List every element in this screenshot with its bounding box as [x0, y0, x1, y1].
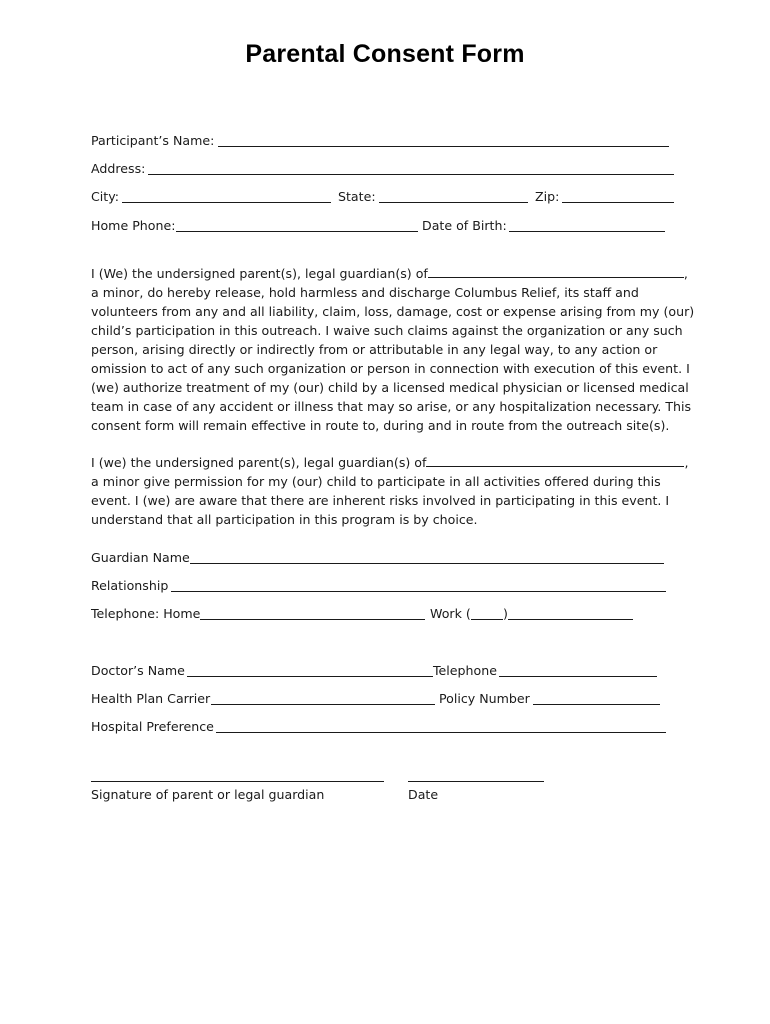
doctor-name-field[interactable] [187, 676, 433, 677]
relationship-field[interactable] [171, 591, 666, 592]
address-row [91, 159, 675, 179]
page-title: Parental Consent Form [245, 40, 525, 68]
release-first-line [91, 264, 691, 283]
permission-line: understand that all participation in this program is by choice. [91, 512, 478, 527]
work-phone-field[interactable] [508, 619, 633, 620]
zip-label: Zip: [535, 189, 560, 204]
release-paragraph [91, 264, 695, 435]
participant-name-row [91, 131, 671, 151]
release-line: omission to act of any such organization or person in connection with execution of this event. I [91, 361, 690, 376]
parent-signature-field[interactable] [91, 781, 384, 782]
doctor-telephone-label: Telephone [433, 663, 497, 678]
permission-line-prefix: I (we) the undersigned parent(s), legal guardian(s) of [91, 455, 427, 470]
work-close-paren: ) [503, 606, 508, 621]
release-line-prefix: I (We) the undersigned parent(s), legal guardian(s) of [91, 266, 428, 281]
release-line: person, arising directly or indirectly from or attributable in any legal way, to any action or [91, 342, 658, 357]
health-plan-label: Health Plan Carrier [91, 691, 211, 706]
release-line: volunteers from any and all liability, claim, loss, damage, cost or expense arising from my (our) [91, 304, 695, 319]
health-plan-field[interactable] [211, 704, 435, 705]
permission-line: event. I (we) are aware that there are inherent risks involved in participating in this event. I [91, 493, 670, 508]
guardian-telephone-row [91, 604, 636, 624]
permission-line: a minor give permission for my (our) child to participate in all activities offered during this [91, 474, 661, 489]
address-label: Address: [91, 161, 146, 176]
signature-date-label: Date [408, 787, 439, 802]
dob-field[interactable] [509, 231, 665, 232]
dob-label: Date of Birth: [422, 218, 507, 233]
permission-first-line [91, 453, 691, 472]
participant-name-label: Participant’s Name: [91, 133, 215, 148]
permission-paragraph [91, 453, 691, 529]
telephone-home-field[interactable] [200, 619, 425, 620]
work-area-code-field[interactable] [471, 619, 503, 620]
home-phone-label: Home Phone: [91, 218, 176, 233]
guardian-name-row [91, 548, 667, 568]
minor-name-field[interactable] [428, 264, 684, 278]
telephone-home-label: Telephone: Home [91, 606, 201, 621]
guardian-name-label: Guardian Name [91, 550, 190, 565]
doctor-telephone-field[interactable] [499, 676, 657, 677]
relationship-row [91, 576, 667, 596]
state-label: State: [338, 189, 376, 204]
hospital-preference-label: Hospital Preference [91, 719, 214, 734]
relationship-label: Relationship [91, 578, 169, 593]
permission-line-suffix: , [684, 455, 689, 470]
release-line: (we) authorize treatment of my (our) child by a licensed medical physician or licensed medical [91, 380, 689, 395]
release-line: team in case of any accident or illness that may so arise, or any hospitalization necessary. This [91, 399, 692, 414]
release-line-suffix: , [683, 266, 688, 281]
release-line: consent form will remain effective in route to, during and in route from the outreach site(s). [91, 418, 670, 433]
guardian-name-field[interactable] [190, 563, 664, 564]
minor-name-field[interactable] [426, 453, 684, 467]
home-phone-field[interactable] [176, 231, 418, 232]
release-line: child’s participation in this outreach. I waive such claims against the organization or any such [91, 323, 683, 338]
policy-number-label: Policy Number [439, 691, 530, 706]
doctor-row [91, 661, 661, 681]
hospital-row [91, 717, 669, 737]
city-label: City: [91, 189, 120, 204]
city-field[interactable] [122, 202, 331, 203]
policy-number-field[interactable] [533, 704, 660, 705]
work-label: Work ( [430, 606, 471, 621]
signature-date-field[interactable] [408, 781, 544, 782]
city-state-zip-row [91, 187, 675, 207]
health-plan-row [91, 689, 663, 709]
phone-dob-row [91, 216, 667, 236]
release-line: a minor, do hereby release, hold harmless and discharge Columbus Relief, its staff and [91, 285, 639, 300]
doctor-name-label: Doctor’s Name [91, 663, 185, 678]
address-field[interactable] [148, 174, 674, 175]
zip-field[interactable] [562, 202, 674, 203]
hospital-preference-field[interactable] [216, 732, 666, 733]
state-field[interactable] [379, 202, 528, 203]
participant-name-field[interactable] [218, 146, 669, 147]
parent-signature-label: Signature of parent or legal guardian [91, 787, 325, 802]
